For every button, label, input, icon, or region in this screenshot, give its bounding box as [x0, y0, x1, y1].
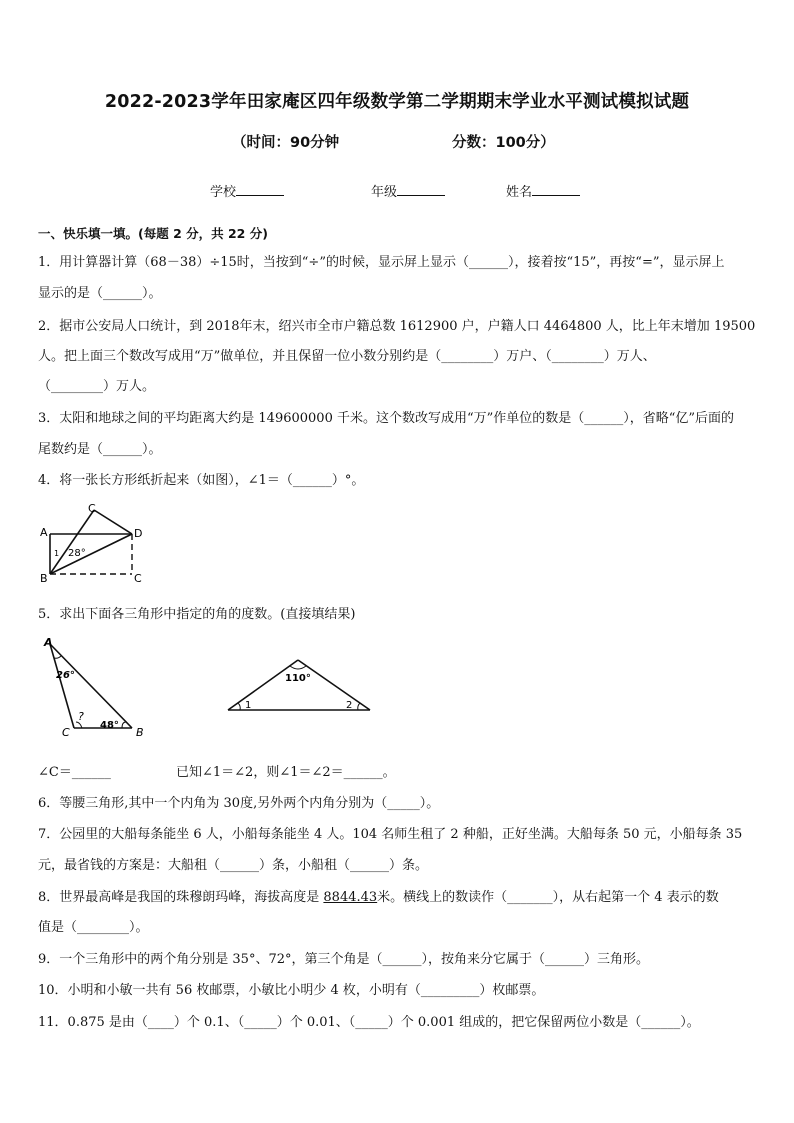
triangle-abc-figure — [38, 632, 158, 744]
name-label: 姓名 — [506, 185, 533, 200]
exam-score: 分数：100分） — [452, 135, 555, 151]
question-7-line-1: 7．公园里的大船每条能坐 6 人，小船每条能坐 4 人。104 名师生租了 2 种船，正好坐满。大船每条 50 元，小船每条 35 — [38, 827, 743, 842]
fold-label-c-top: C — [88, 502, 96, 515]
question-7-line-2: 元，最省钱的方案是：大船租（______）条，小船租（______）条。 — [38, 858, 429, 873]
fold-label-c-bottom: C — [134, 572, 142, 585]
fold-angle-1: 1 — [54, 549, 60, 558]
page-title: 2022-2023学年田家庵区四年级数学第二学期期末学业水平测试模拟试题 — [104, 92, 690, 112]
question-8-prefix: 8．世界最高峰是我国的珠穆朗玛峰，海拔高度是 — [38, 890, 324, 905]
angle-110: 110° — [285, 673, 311, 684]
question-10: 10．小明和小敏一共有 56 枚邮票，小敏比小明少 4 枚，小明有（_________）枚邮票。 — [38, 983, 545, 998]
school-blank[interactable] — [236, 183, 284, 196]
underlined-number: 8844.43 — [323, 890, 378, 905]
triangle-label-a: A — [44, 636, 53, 649]
question-5-answer-angles: 已知∠1＝∠2，则∠1＝∠2＝______。 — [176, 765, 396, 780]
triangle-label-c: C — [62, 726, 70, 739]
question-1-line-2: 显示的是（______）。 — [38, 286, 162, 301]
fold-label-b: B — [40, 572, 48, 585]
question-3-line-1: 3．太阳和地球之间的平均距离大约是 149600000 千米。这个数改写成用“万”作单位的数是（______），省略“亿”后面的 — [38, 411, 735, 426]
question-4: 4．将一张长方形纸折起来（如图），∠1＝（______）°。 — [38, 473, 365, 488]
triangle-label-b: B — [136, 726, 144, 739]
angle-48: 48° — [100, 720, 119, 731]
angle-question: ? — [78, 710, 84, 723]
question-1-line-1: 1．用计算器计算（68－38）÷15时，当按到“÷”的时候，显示屏上显示（______），接着按“15”，再按“=”，显示屏上 — [38, 255, 725, 270]
question-11: 11．0.875 是由（____）个 0.1、（_____）个 0.01、（_____）个 0.001 组成的，把它保留两位小数是（______）。 — [38, 1015, 700, 1030]
question-8-line-1 — [38, 886, 758, 905]
question-2-line-3: （________）万人。 — [38, 379, 156, 394]
question-2-line-2: 人。把上面三个数改写成用“万”做单位，并且保留一位小数分别约是（________）万户、（________）万人、 — [38, 349, 656, 364]
question-5-answer-c: ∠C＝______ — [38, 765, 111, 780]
fold-label-a: A — [40, 526, 48, 539]
fold-label-d: D — [134, 527, 143, 540]
angle-1-label: 1 — [245, 700, 252, 711]
fold-figure — [36, 500, 156, 588]
question-8-line-2: 值是（________）。 — [38, 920, 149, 935]
question-8-suffix: 米。横线上的数读作（_______），从右起第一个 4 表示的数 — [377, 890, 719, 905]
angle-2-label: 2 — [346, 700, 353, 711]
exam-time: （时间：90分钟 — [232, 135, 340, 151]
angle-26: 26° — [56, 670, 75, 681]
grade-field[interactable] — [371, 181, 445, 200]
name-blank[interactable] — [532, 183, 580, 196]
fold-angle-28: 28° — [68, 548, 86, 559]
question-5: 5．求出下面各三角形中指定的角的度数。(直接填结果) — [38, 607, 356, 622]
name-field[interactable] — [506, 181, 580, 200]
section-heading: 一、快乐填一填。(每题 2 分，共 22 分) — [38, 226, 268, 241]
school-label: 学校 — [210, 185, 237, 200]
question-9: 9．一个三角形中的两个角分别是 35°、72°，第三个角是（______），按角来分它属于（______）三角形。 — [38, 952, 649, 967]
school-field[interactable] — [210, 181, 284, 200]
question-2-line-1: 2．据市公安局人口统计，到 2018年末，绍兴市全市户籍总数 1612900 户，户籍人口 4464800 人，比上年末增加 19500 — [38, 319, 756, 334]
question-6: 6．等腰三角形,其中一个内角为 30度,另外两个内角分别为（_____）。 — [38, 796, 440, 811]
grade-label: 年级 — [371, 185, 398, 200]
obtuse-triangle-figure — [222, 652, 376, 714]
grade-blank[interactable] — [397, 183, 445, 196]
question-3-line-2: 尾数约是（______）。 — [38, 442, 162, 457]
